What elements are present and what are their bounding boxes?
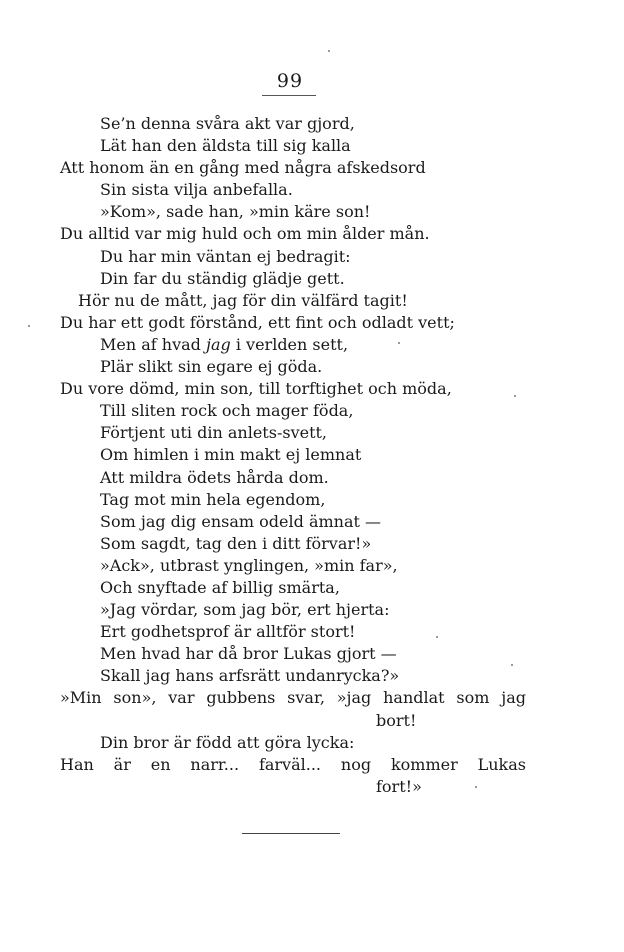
header-rule — [262, 95, 316, 96]
poem-line-text: Du alltid var mig huld och om min ålder mån. — [60, 224, 430, 244]
poem-line-text: »Kom», sade han, »min käre son! — [100, 202, 371, 222]
print-speck — [511, 664, 513, 666]
poem-line-text: »Ack», utbrast ynglingen, »min far», — [100, 555, 398, 575]
print-speck — [475, 786, 477, 788]
poem-line-text: Plär slikt sin egare ej göda. — [100, 357, 323, 377]
poem-line-text: Att mildra ödets hårda dom. — [100, 467, 329, 487]
poem-line — [0, 665, 624, 687]
poem-line — [0, 378, 624, 400]
poem-line-text: Du har ett godt förstånd, ett fint och odladt vett; — [60, 312, 455, 332]
poem-line-text: Hör nu de mått, jag för din välfärd tagit! — [78, 290, 408, 310]
poem-line-text: Men af hvad jag i verlden sett, — [100, 334, 349, 354]
print-speck — [398, 342, 400, 344]
poem-line — [0, 577, 624, 599]
poem-line-text: Om himlen i min makt ej lemnat — [100, 445, 362, 465]
poem-line-text: Ert godhetsprof är alltför stort! — [100, 622, 356, 642]
poem-line — [0, 422, 624, 444]
emphasis: jag — [206, 334, 231, 354]
poem-line — [0, 444, 624, 466]
poem-line — [0, 246, 624, 268]
poem-line — [0, 754, 624, 776]
poem-line — [0, 599, 624, 621]
poem-text — [0, 113, 624, 798]
poem-line-text: Tag mot min hela egendom, — [100, 489, 326, 509]
poem-line — [0, 201, 624, 223]
poem-line — [0, 467, 624, 489]
poem-line — [0, 157, 624, 179]
poem-line-text: Lät han den äldsta till sig kalla — [100, 136, 351, 156]
poem-line-text: Som jag dig ensam odeld ämnat — — [100, 511, 382, 531]
poem-line — [0, 555, 624, 577]
poem-line-text: Att honom än en gång med några afskedsord — [60, 158, 426, 178]
poem-line-continuation — [0, 710, 624, 732]
poem-line — [0, 268, 624, 290]
print-speck — [328, 50, 330, 52]
poem-line — [0, 732, 624, 754]
poem-line-text: Du vore dömd, min son, till torftighet och möda, — [60, 379, 452, 399]
print-speck — [514, 395, 516, 397]
poem-line-text: bort! — [376, 710, 417, 730]
poem-line — [0, 400, 624, 422]
poem-line — [0, 135, 624, 157]
poem-line-text: »Jag vördar, som jag bör, ert hjerta: — [100, 600, 390, 620]
poem-line — [0, 290, 624, 312]
poem-line — [0, 533, 624, 555]
poem-line — [0, 643, 624, 665]
poem-line — [0, 621, 624, 643]
poem-line — [0, 356, 624, 378]
poem-line-text: fort!» — [376, 776, 422, 796]
print-speck — [28, 325, 30, 327]
poem-line — [0, 334, 624, 356]
poem-line-text: Du har min väntan ej bedragit: — [100, 246, 351, 266]
poem-line-text: »Min son», var gubbens svar, »jag handlat som jag — [60, 688, 526, 708]
footer-rule — [242, 833, 340, 834]
poem-line-continuation — [0, 776, 624, 798]
poem-line-text: Men hvad har då bror Lukas gjort — — [100, 644, 397, 664]
poem-line-text: Se’n denna svåra akt var gjord, — [100, 114, 355, 133]
poem-line-text: Som sagdt, tag den i ditt förvar!» — [100, 533, 372, 553]
poem-line — [0, 223, 624, 245]
poem-line-text: Till sliten rock och mager föda, — [100, 401, 354, 421]
poem-line — [0, 687, 624, 709]
poem-line-text: Din bror är född att göra lycka: — [100, 732, 355, 752]
poem-line-text: Sin sista vilja anbefalla. — [100, 180, 293, 200]
poem-line — [0, 113, 624, 135]
poem-line-text: Din far du ständig glädje gett. — [100, 268, 345, 288]
print-speck — [436, 636, 438, 638]
poem-line — [0, 179, 624, 201]
poem-line-text: Förtjent uti din anlets-svett, — [100, 423, 328, 443]
poem-line — [0, 511, 624, 533]
poem-line-text: Han är en narr... farväl... nog kommer Lukas — [60, 754, 526, 774]
poem-line — [0, 312, 624, 334]
poem-line-text: Och snyftade af billig smärta, — [100, 577, 340, 597]
poem-line — [0, 489, 624, 511]
poem-line-text: Skall jag hans arfsrätt undanrycka?» — [100, 666, 400, 686]
page-number: 99 — [276, 70, 304, 92]
